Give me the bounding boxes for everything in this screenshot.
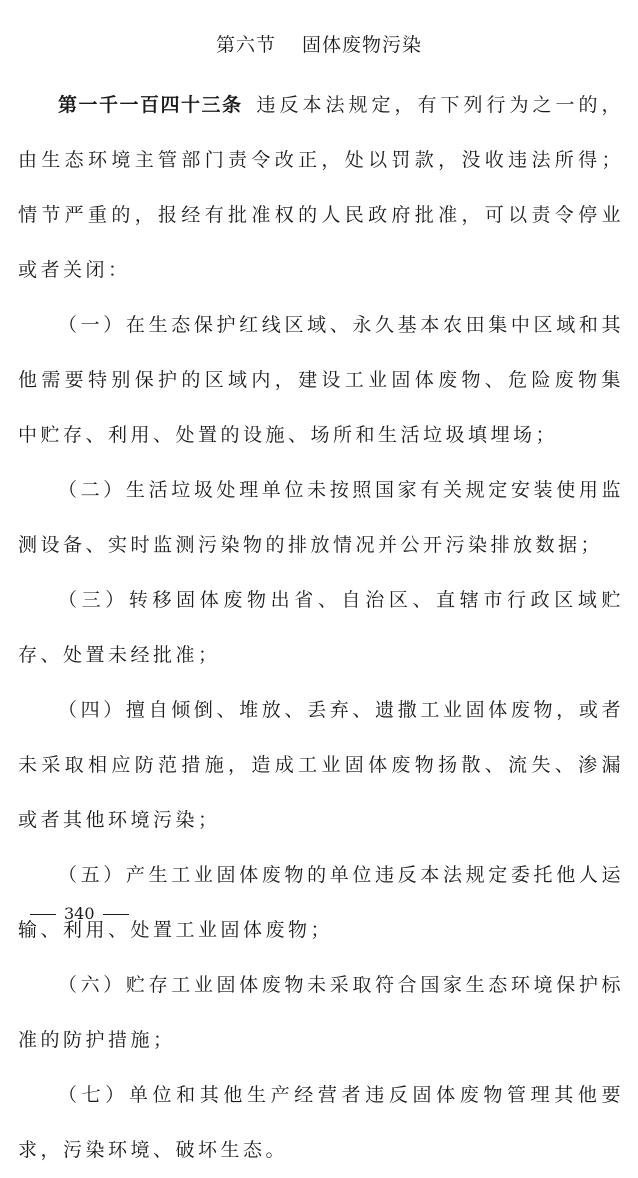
article-item-6: （六）贮存工业固体废物未采取符合国家生态环境保护标准的防护措施； — [18, 974, 624, 1051]
section-title-text: 固体废物污染 — [302, 34, 423, 56]
section-heading — [0, 28, 638, 62]
article-item-1: （一）在生态保护红线区域、永久基本农田集中区域和其他需要特别保护的区域内，建设工业固体废物、危险废物集中贮存、利用、处置的设施、场所和生活垃圾填埋场； — [18, 314, 624, 446]
footer-dash-left — [30, 914, 56, 915]
page-footer — [22, 902, 137, 926]
article-item-2: （二）生活垃圾处理单位未按照国家有关规定安装使用监测设备、实时监测污染物的排放情况并公开污染排放数据； — [18, 479, 624, 556]
article-number: 第一千一百四十三条 — [58, 94, 243, 116]
section-number: 第六节 — [215, 34, 276, 56]
article-item-5: （五）产生工业固体废物的单位违反本法规定委托他人运输、利用、处置工业固体废物； — [18, 864, 624, 941]
article-item-4: （四）擅自倾倒、堆放、丢弃、遗撒工业固体废物，或者未采取相应防范措施，造成工业固体废物扬散、流失、渗漏或者其他环境污染； — [18, 699, 624, 831]
article-item-3: （三）转移固体废物出省、自治区、直辖市行政区域贮存、处置未经批准； — [18, 589, 624, 666]
article-intro-text: 违反本法规定，有下列行为之一的，由生态环境主管部门责令改正，处以罚款，没收违法所得；情节严重的，报经有批准权的人民政府批准，可以责令停业或者关闭： — [18, 94, 624, 281]
article-intro-paragraph — [18, 78, 624, 298]
page-number: 340 — [64, 904, 95, 923]
article-body — [18, 78, 624, 1178]
article-item-7: （七）单位和其他生产经营者违反固体废物管理其他要求，污染环境、破坏生态。 — [18, 1084, 624, 1161]
footer-dash-right — [103, 914, 129, 915]
